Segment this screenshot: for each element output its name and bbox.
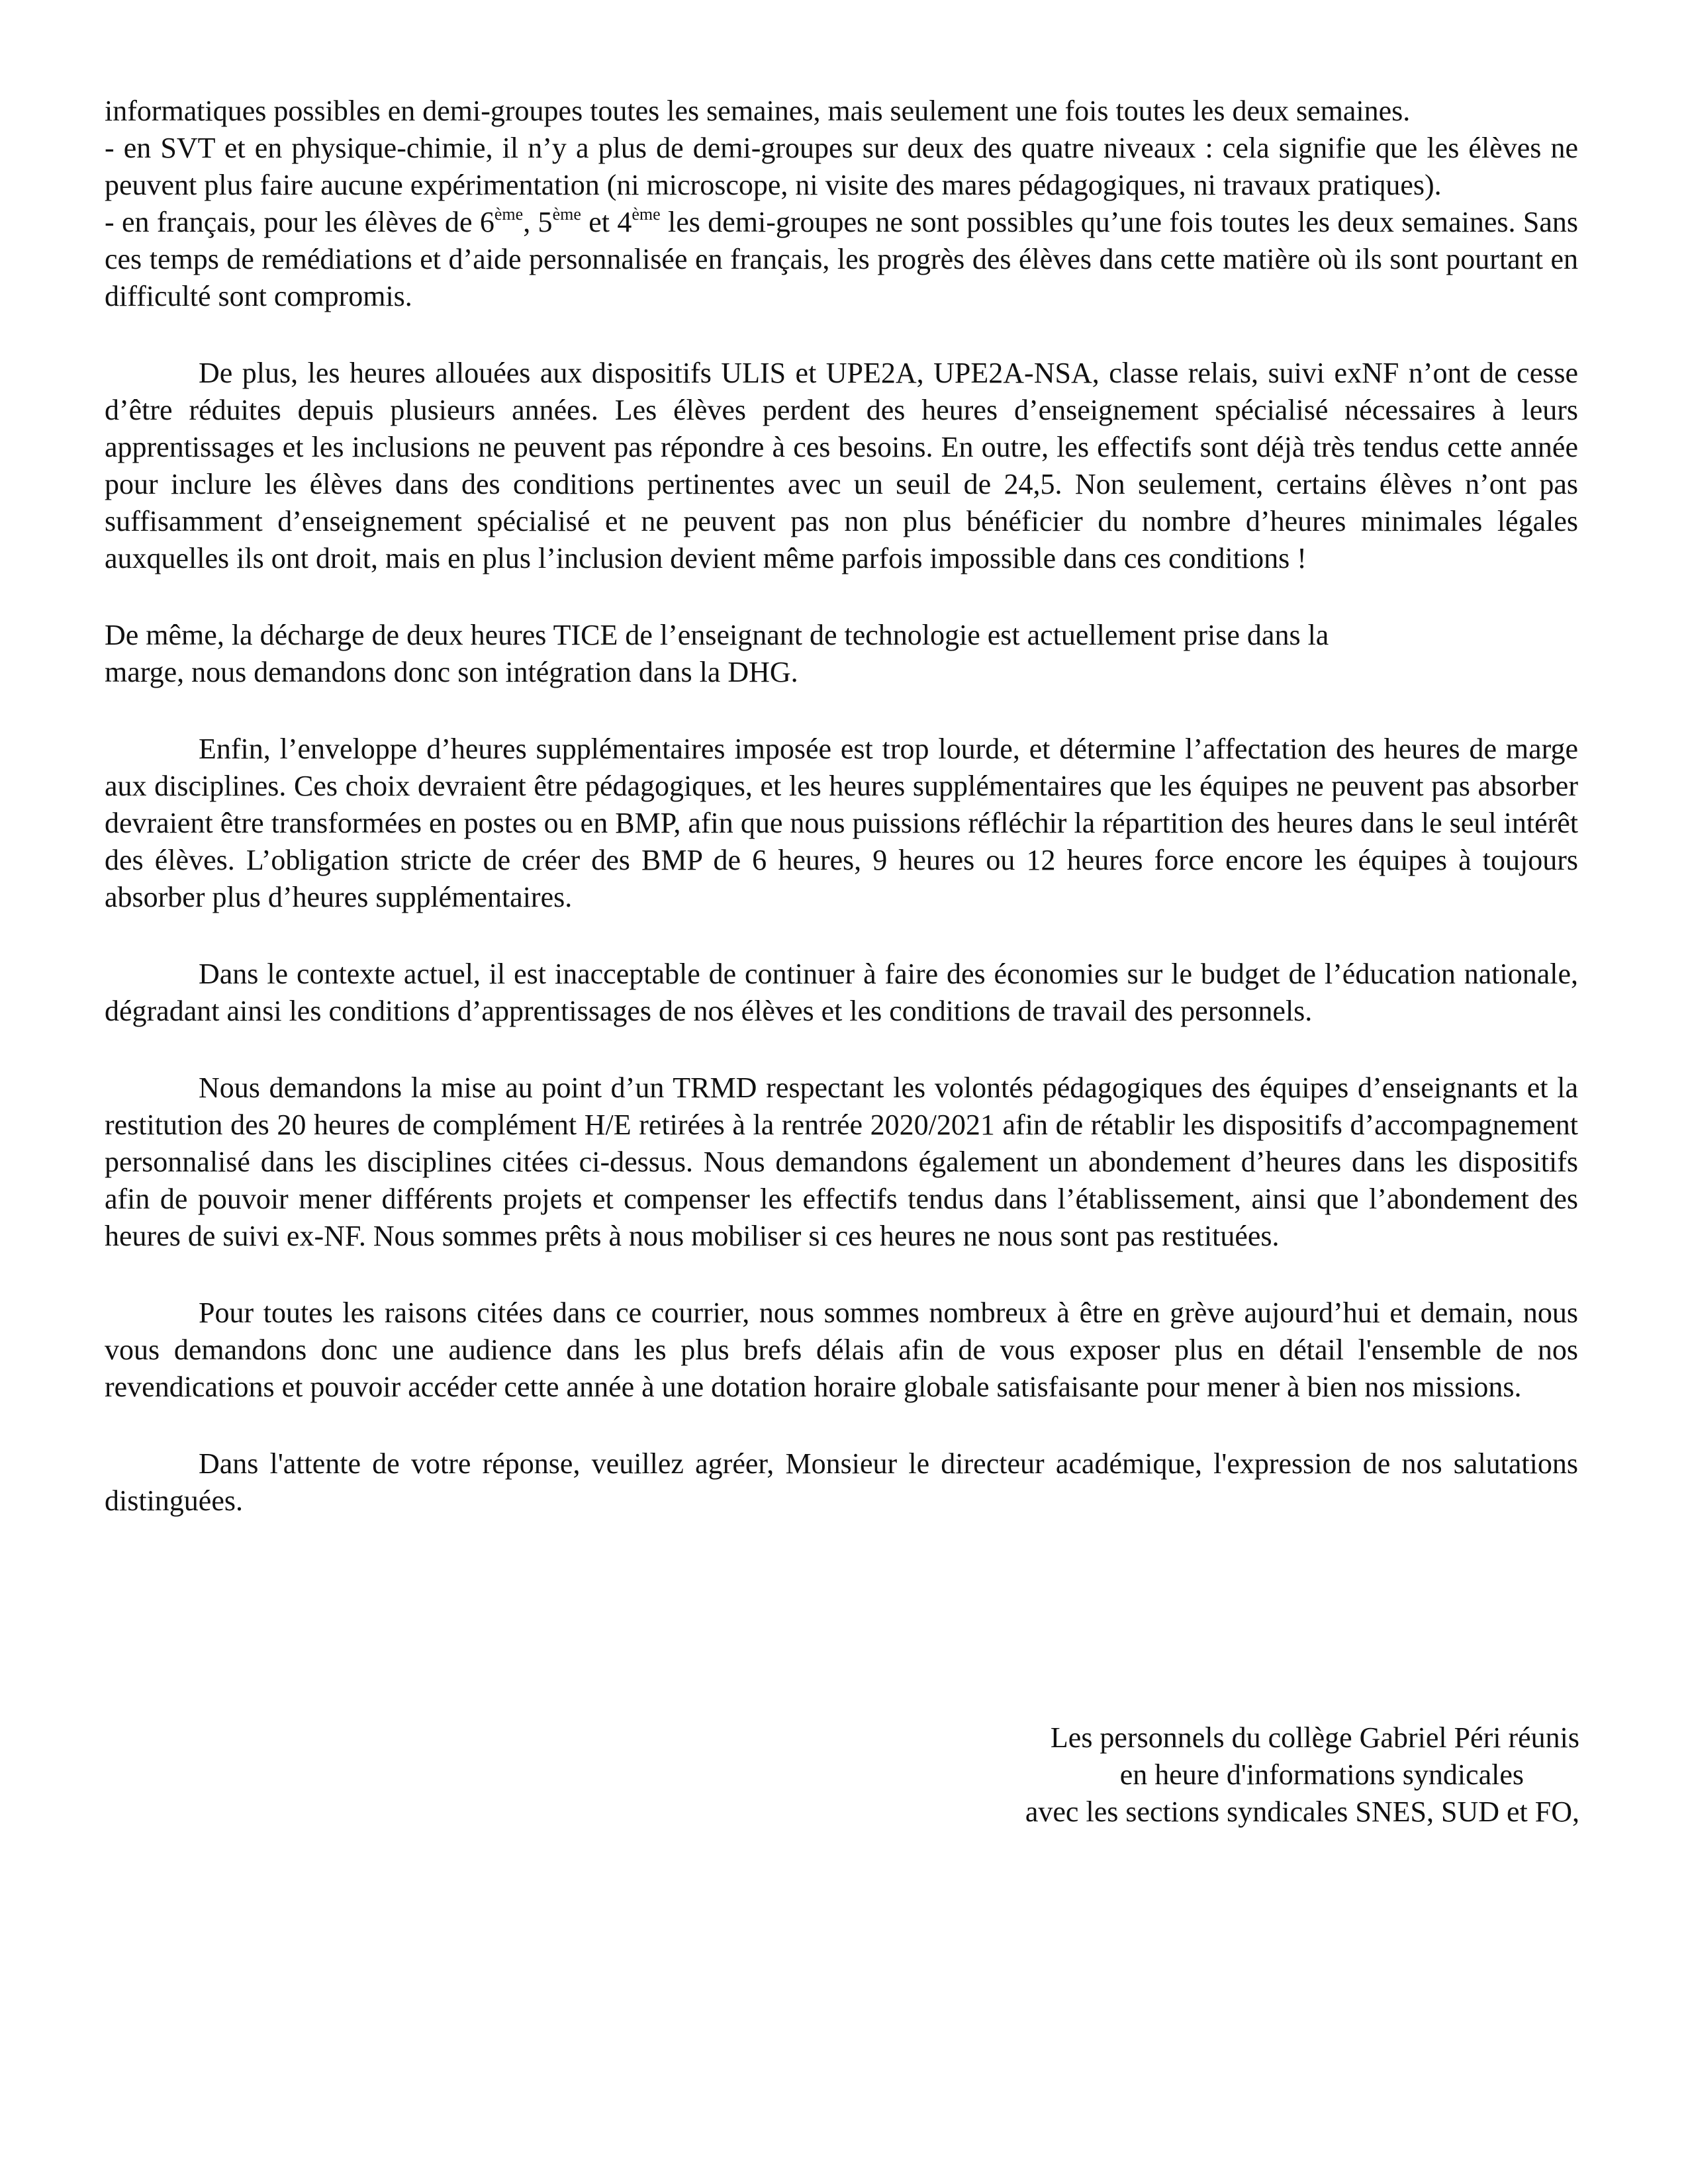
text-fragment: les demi-groupes ne sont possibles qu’une fois toutes les deux semaines. Sans ces temps de remédiations et d’aide personnalisée en français, les progrès des élèves dans cette matière où ils sont pourtant en difficulté sont compromis. <box>105 206 1579 312</box>
paragraph-contexte: Dans le contexte actuel, il est inacceptable de continuer à faire des économies sur le budget de l’éducation nationale, dégradant ainsi les conditions d’apprentissages de nos élèves et les conditions de travail des personnels. <box>105 958 1578 1027</box>
text-fragment: , 5 <box>523 206 553 238</box>
signature-line: avec les sections syndicales SNES, SUD et FO, <box>1025 1796 1579 1828</box>
superscript: ème <box>552 205 581 224</box>
paragraph-line: marge, nous demandons donc son intégration dans la DHG. <box>105 656 798 688</box>
paragraph-salutations: Dans l'attente de votre réponse, veuillez agréer, Monsieur le directeur académique, l'expression de nos salutations distinguées. <box>105 1447 1578 1517</box>
paragraph-line: - en SVT et en physique-chimie, il n’y a plus de demi-groupes sur deux des quatre niveaux : cela signifie que les élèves ne peuvent plus faire aucune expérimentation (ni microscope, ni visite des mares pédagogiques, ni travaux pratiques). <box>105 132 1578 201</box>
paragraph-line <box>105 204 1578 315</box>
paragraph-options-list <box>105 93 1578 315</box>
signature-line: Les personnels du collège Gabriel Péri réunis <box>1050 1721 1579 1754</box>
paragraph-heures-supplementaires: Enfin, l’enveloppe d’heures supplémentaires imposée est trop lourde, et détermine l’affectation des heures de marge aux disciplines. Ces choix devraient être pédagogiques, et les heures supplémentaires que les équipes ne peuvent pas absorber devraient être transformées en postes ou en BMP, afin que nous puissions réfléchir la répartition des heures dans le seul intérêt des élèves. L’obligation stricte de créer des BMP de 6 heures, 9 heures ou 12 heures force encore les équipes à toujours absorber plus d’heures supplémentaires. <box>105 733 1578 913</box>
paragraph-line: informatiques possibles en demi-groupes toutes les semaines, mais seulement une fois toutes les deux semaines. <box>105 95 1411 127</box>
paragraph-tice <box>105 617 1578 691</box>
paragraph-line: De même, la décharge de deux heures TICE de l’enseignant de technologie est actuellement prise dans la <box>105 619 1329 651</box>
letter-body <box>105 93 1578 1520</box>
paragraph-dispositifs: De plus, les heures allouées aux dispositifs ULIS et UPE2A, UPE2A-NSA, classe relais, suivi exNF n’ont de cesse d’être réduites depuis plusieurs années. Les élèves perdent des heures d’enseignement spécialisé nécessaires à leurs apprentissages et les inclusions ne peuvent pas répondre à ces besoins. En outre, les effectifs sont déjà très tendus cette année pour inclure les élèves dans des conditions pertinentes avec un seuil de 24,5. Non seulement, certains élèves n’ont pas suffisamment d’enseignement spécialisé et ne peuvent pas non plus bénéficier du nombre d’heures minimales légales auxquelles ils ont droit, mais en plus l’inclusion devient même parfois impossible dans ces conditions ! <box>105 357 1578 574</box>
text-fragment: et 4 <box>581 206 632 238</box>
superscript: ème <box>632 205 661 224</box>
signature-block <box>1025 1719 1579 1831</box>
paragraph-demandes: Nous demandons la mise au point d’un TRMD respectant les volontés pédagogiques des équipes d’enseignants et la restitution des 20 heures de complément H/E retirées à la rentrée 2020/2021 afin de rétablir les dispositifs d’accompagnement personnalisé dans les disciplines citées ci-dessus. Nous demandons également un abondement d’heures dans les dispositifs afin de pouvoir mener différents projets et compenser les effectifs tendus dans l’établissement, ainsi que l’abondement des heures de suivi ex-NF. Nous sommes prêts à nous mobiliser si ces heures ne nous sont pas restituées. <box>105 1071 1578 1252</box>
superscript: ème <box>494 205 524 224</box>
signature-line: en heure d'informations syndicales <box>1119 1758 1524 1791</box>
text-fragment: - en français, pour les élèves de 6 <box>105 206 494 238</box>
paragraph-greve: Pour toutes les raisons citées dans ce courrier, nous sommes nombreux à être en grève aujourd’hui et demain, nous vous demandons donc une audience dans les plus brefs délais afin de vous exposer plus en détail l'ensemble de nos revendications et pouvoir accéder cette année à une dotation horaire globale satisfaisante pour mener à bien nos missions. <box>105 1297 1578 1403</box>
